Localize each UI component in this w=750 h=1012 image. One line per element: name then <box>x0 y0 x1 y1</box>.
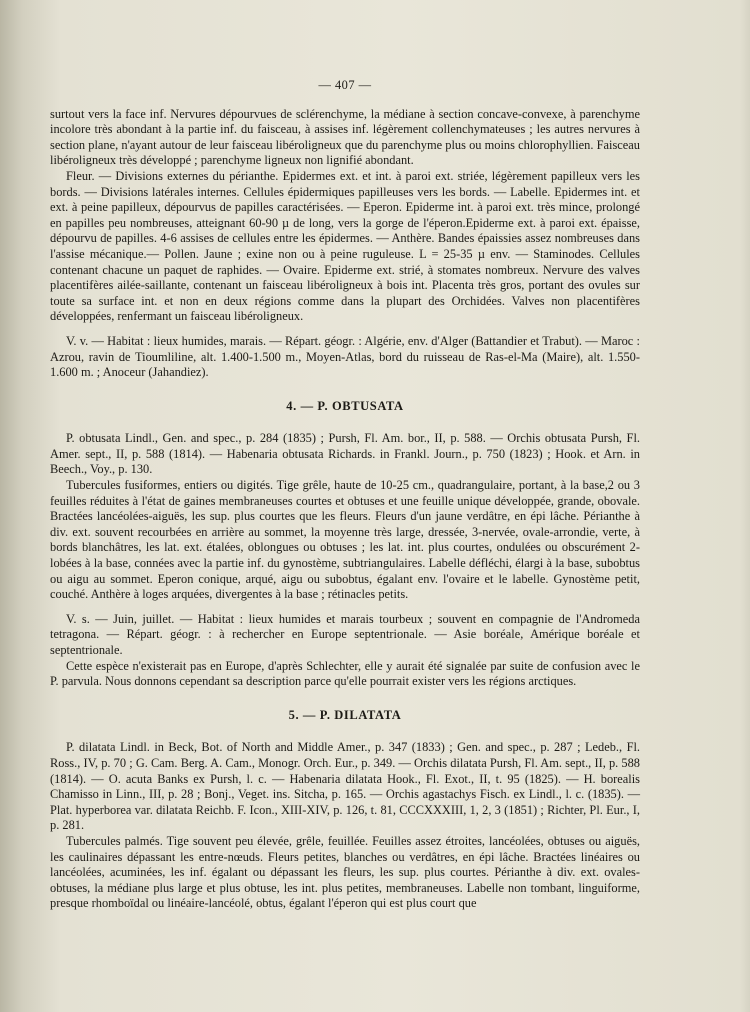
paragraph-habitat-3: V. v. — Habitat : lieux humides, marais. — Répart. géogr. : Algérie, env. d'Alger (Battandier et Trabut). — Maroc : Azrou, ravin de Tioumliline, alt. 1.400-1.500 m., Moyen-Atlas, bord du ruisseau de Ras-el-Ma (Maire), alt. 1.550-1.600 m. ; Anoceur (Jahandiez). <box>50 333 640 380</box>
page-content <box>50 78 640 912</box>
page-number: — 407 — <box>318 78 372 92</box>
paragraph-obtusata-habitat: V. s. — Juin, juillet. — Habitat : lieux humides et marais tourbeux ; souvent en compagnie de l'Andromeda tetragona. — Répart. géogr. : à rechercher en Europe septentrionale. — Asie boréale, Amérique boréale et septentrionale. <box>50 611 640 657</box>
paragraph-dilatata-synonyms: P. dilatata Lindl. in Beck, Bot. of North and Middle Amer., p. 347 (1833) ; Gen. and spec., p. 287 ; Ledeb., Fl. Ross., IV, p. 70 ; G. Cam. Berg. A. Cam., Monogr. Orch. Eur., p. 349. — Orchis dilatata Pursh, Fl. Am. sept., II, p. 588 (1814). — O. acuta Banks ex Pursh, l. c. — Habenaria dilatata Hook., Fl. Exot., II, t. 95 (1825). — H. borealis Chamisso in Linn., III, p. 28 ; Bonj., Veget. ins. Sitcha, p. 165. — Orchis agastachys Fisch. ex Lindl., l. c. (1835). — Plat. hyperborea var. dilatata Reichb. F. Icon., XIII-XIV, p. 126, t. 81, CCCXXXIII, 1, 2, 3 (1851) ; Richter, Pl. Eur., I, p. 281. <box>50 740 640 833</box>
paragraph-obtusata-synonyms: P. obtusata Lindl., Gen. and spec., p. 284 (1835) ; Pursh, Fl. Am. bor., II, p. 588. — Orchis obtusata Pursh, Fl. Amer. sept., II, p. 588 (1814). — Habenaria obtusata Richards. in Frankl. Journ., p. 750 (1823) ; Hook. et Arn. in Beech., Voy., p. 130. <box>50 431 640 477</box>
section-heading-dilatata: 5. — P. DILATATA <box>288 707 402 722</box>
paragraph-obtusata-description: Tubercules fusiformes, entiers ou digités. Tige grêle, haute de 10-25 cm., quadrangulaire, portant, à la base,2 ou 3 feuilles réduites à l'état de gaines membraneuses courtes et obtuses et une feuille unique développée, grande, obovale. Bractées lancéolées-aiguës, les sup. plus courtes que les fleurs. Fleurs d'un jaune verdâtre, en épi lâche. Périanthe à div. ext. souvent recourbées en arrière au sommet, la moyenne très large, dressée, 3-nervée, ovale-arrondie, verte, à bords blanchâtres, les lat. ext. étalées, oblongues ou obtuses ; les lat. int. plus courtes, ondulées ou obscurément 2-lobées à la base, connées avec la partie inf. du gynostème, subtriangulaires. Labelle défléchi, élargi à la base, subobtus ou aigu au sommet. Eperon conique, arqué, aigu ou subobtus, égalant env. l'ovaire et le labelle. Gynostème petit, couché. Anthère à loges arquées, divergentes à la base ; rétinacles petits. <box>50 478 640 602</box>
section-heading-obtusata: 4. — P. OBTUSATA <box>286 398 404 413</box>
paragraph-stem-anatomy: surtout vers la face inf. Nervures dépourvues de sclérenchyme, la médiane à section concave-convexe, à parenchyme incolore très abondant à la partie inf. du faisceau, à assises inf. légèrement collenchymateuses ; les autres nervures à section plane, n'ayant autour de leur faisceau libéroligneux que du parenchyme plus ou moins chlorophyllien. Faisceau libéroligneux très développé ; parenchyme ligneux non lignifié abondant. <box>50 106 640 168</box>
paragraph-obtusata-note: Cette espèce n'existerait pas en Europe, d'après Schlechter, elle y aurait été signalée par suite de confusion avec le P. parvula. Nous donnons cependant sa description parce qu'elle pourrait exister vers les régions arctiques. <box>50 658 640 689</box>
paragraph-dilatata-description: Tubercules palmés. Tige souvent peu élevée, grêle, feuillée. Feuilles assez étroites, lancéolées, obtuses ou aiguës, les caulinaires dépassant les entre-nœuds. Fleurs petites, blanches ou verdâtres, en épi lâche. Bractées linéaires ou lancéolées, acuminées, les inf. égalant ou dépassant les fleurs, les sup. plus courtes. Périanthe à div. ext. ovales-obtuses, la médiane plus large et plus obtuse, les int. plus petites, membraneuses. Labelle non tombant, linguiforme, presque rhomboïdal ou linéaire-lancéolé, obtus, égalant l'éperon qui est plus court que <box>50 833 640 911</box>
paragraph-flower-anatomy: Fleur. — Divisions externes du périanthe. Epidermes ext. et int. à paroi ext. striée, légèrement papilleux vers les bords. — Divisions latérales internes. Cellules épidermiques papilleuses vers les bords. — Labelle. Epidermes int. et ext. à peine papilleux, dépourvus de papilles caractérisées. — Eperon. Epiderme int. à paroi ext. très mince, prolongé en papilles peu nombreuses, atteignant 60-90 µ de long, vers la gorge de l'éperon.Epiderme ext. à paroi ext. épaisse, dépourvu de papilles. 4-6 assises de cellules entre les épidermes. — Anthère. Bandes épaissies assez nombreuses dans l'assise mécanique.— Pollen. Jaune ; exine non ou à peine ruguleuse. L = 25-35 µ env. — Staminodes. Cellules contenant chacune un paquet de raphides. — Ovaire. Epiderme ext. strié, à stomates nombreux. Nervure des valves placentifères ailée-saillante, contenant un faisceau libéroligneux à bois int. Placenta très gros, portant des ovules sur toute sa surface int. et non en deux régions comme dans la plupart des Orchidées. Valves non placentifères développées, renfermant un faisceau libéroligneux. <box>50 168 640 324</box>
